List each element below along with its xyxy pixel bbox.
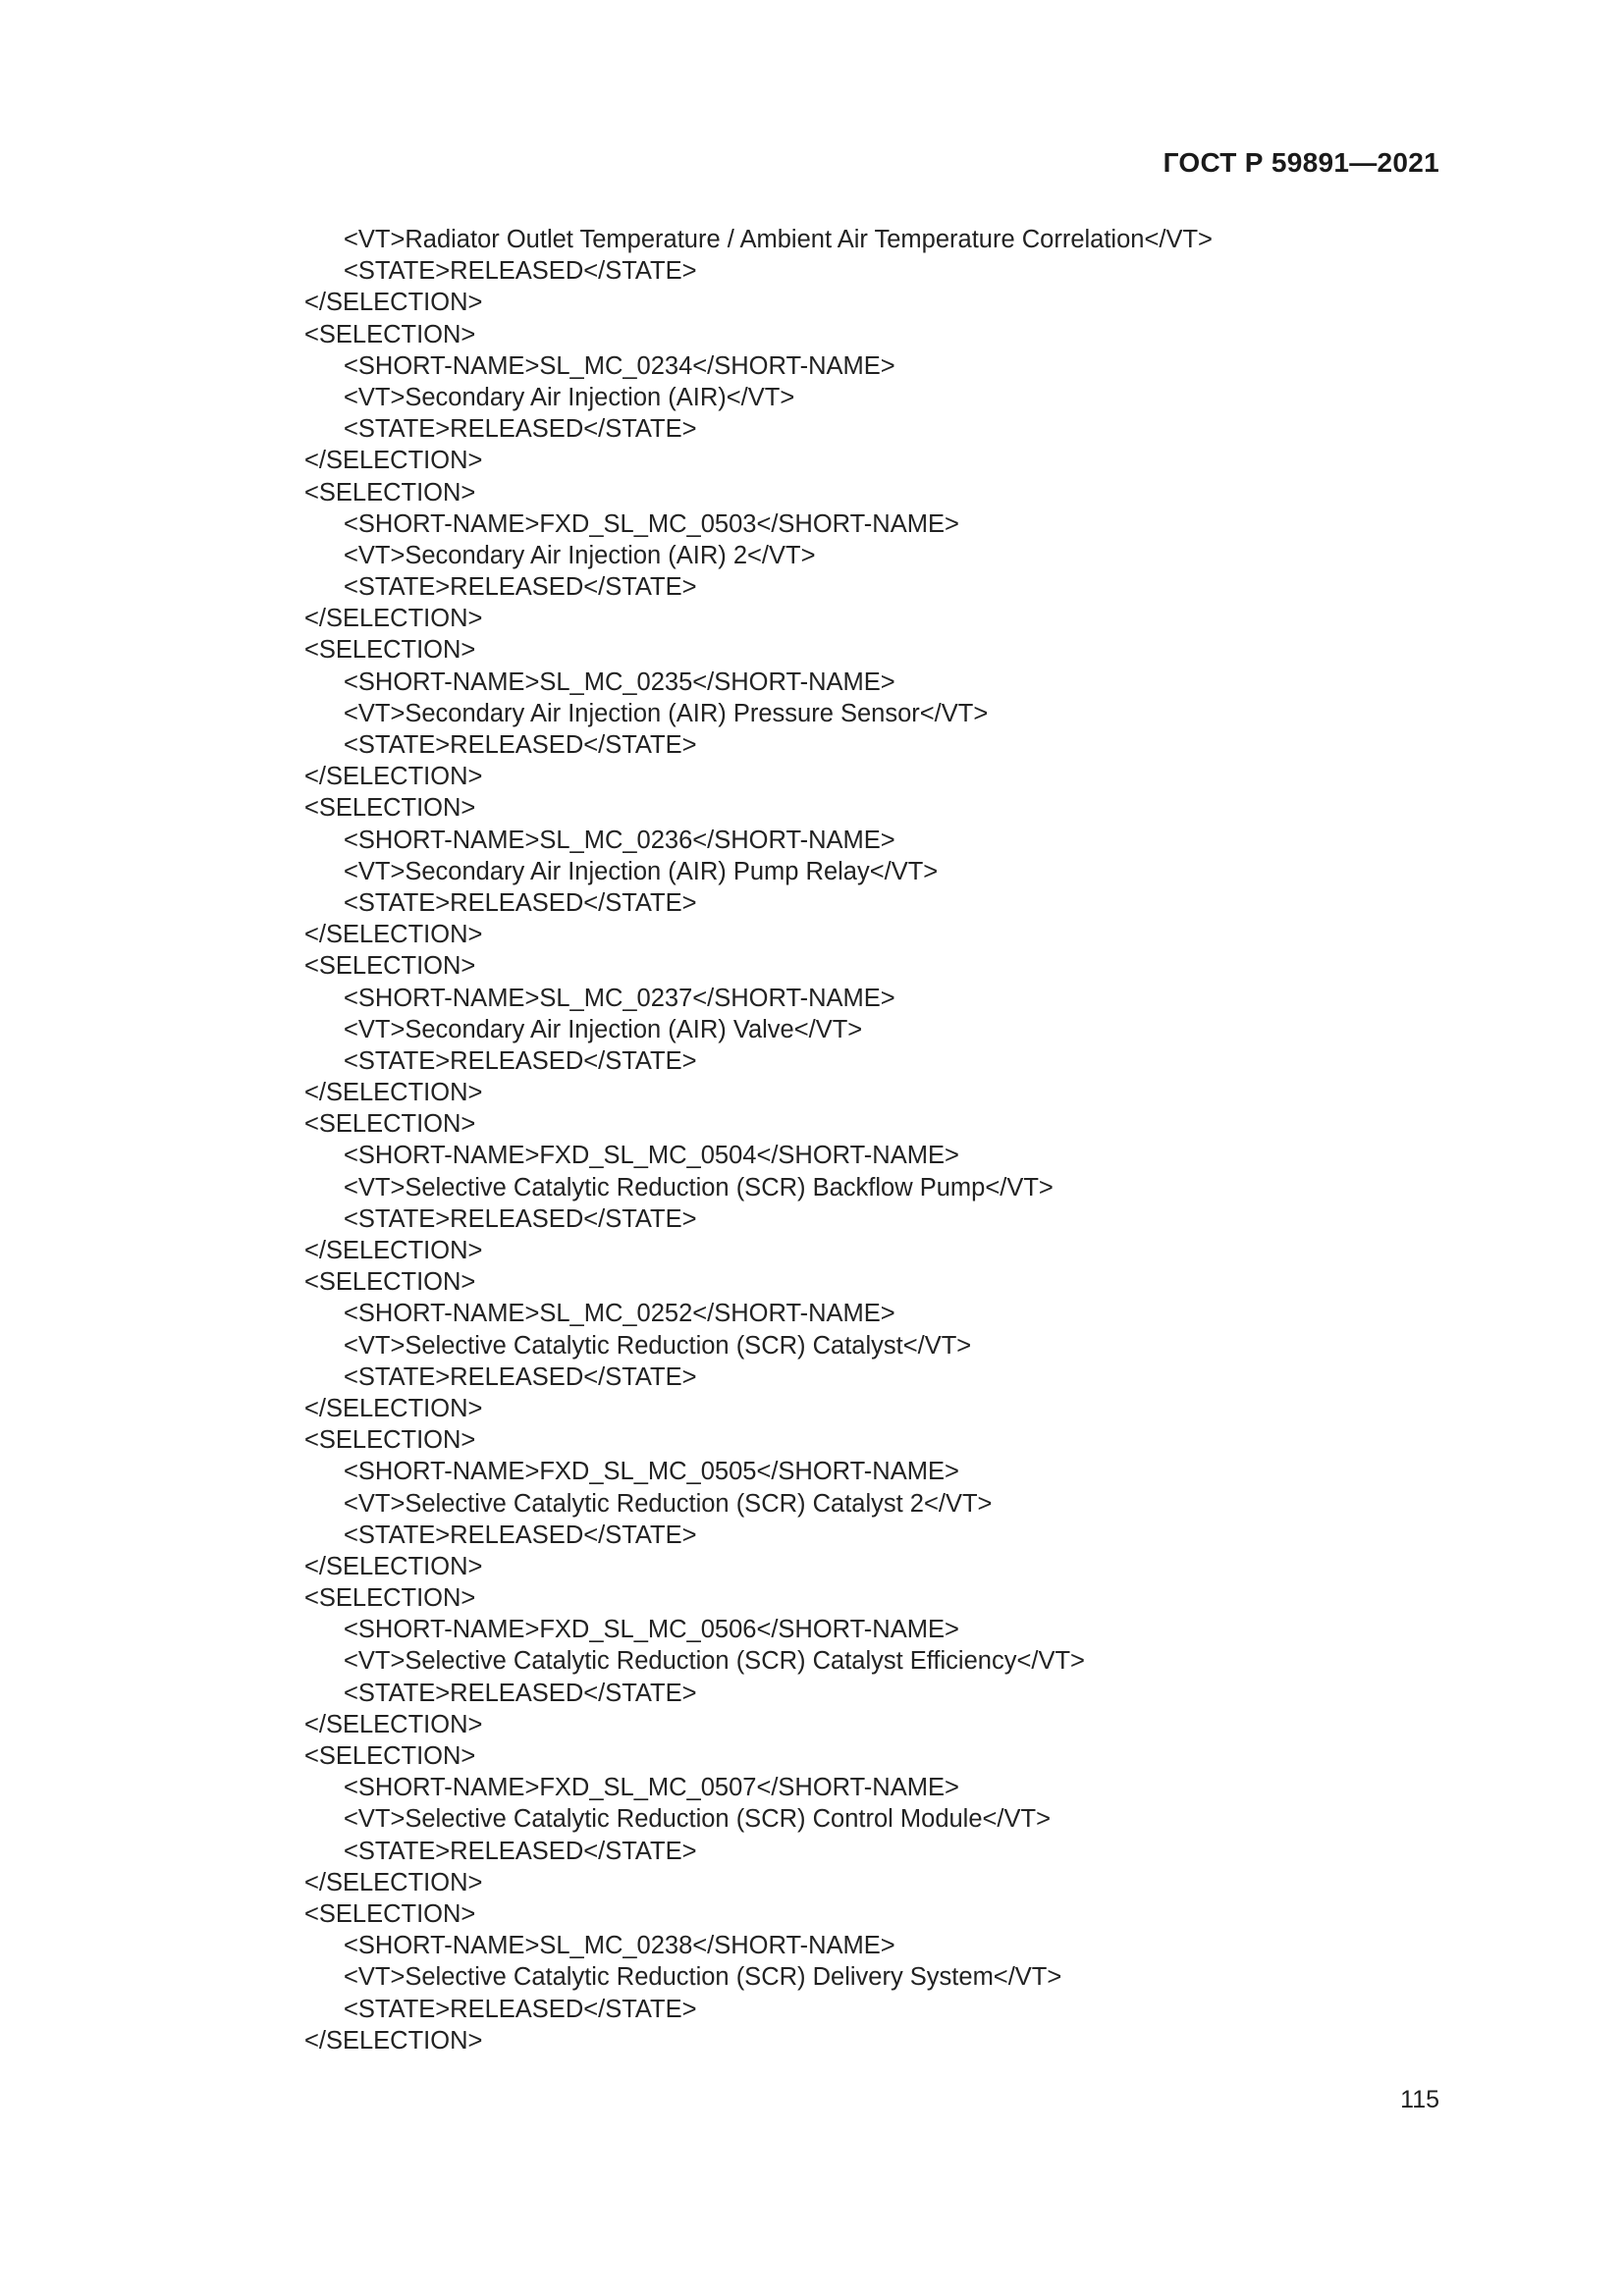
code-line: <SELECTION> [304,794,476,823]
code-line: <VT>Selective Catalytic Reduction (SCR) Catalyst</VT> [344,1331,972,1360]
code-line: <STATE>RELEASED</STATE> [344,888,697,917]
code-line: <STATE>RELEASED</STATE> [344,573,697,602]
code-line: <SELECTION> [304,478,476,507]
code-line: <SELECTION> [304,1742,476,1770]
code-line: <STATE>RELEASED</STATE> [344,1046,697,1075]
code-line: </SELECTION> [304,605,483,633]
code-line: <VT>Selective Catalytic Reduction (SCR) Catalyst 2</VT> [344,1489,993,1518]
code-line: <SELECTION> [304,952,476,981]
code-line: <SELECTION> [304,1426,476,1455]
code-line: </SELECTION> [304,2026,483,2055]
code-line: <SELECTION> [304,320,476,348]
code-line: <SHORT-NAME>SL_MC_0237</SHORT-NAME> [344,984,895,1012]
code-line: <SHORT-NAME>SL_MC_0235</SHORT-NAME> [344,667,895,696]
code-line: <STATE>RELEASED</STATE> [344,1837,697,1865]
document-code-header: ГОСТ Р 59891—2021 [1163,147,1439,178]
code-line: </SELECTION> [304,289,483,317]
code-line: <VT>Secondary Air Injection (AIR) Pump Relay</VT> [344,857,939,885]
code-line: </SELECTION> [304,921,483,949]
xml-listing [304,224,1483,2056]
code-line: <SHORT-NAME>FXD_SL_MC_0503</SHORT-NAME> [344,509,959,538]
code-line: <STATE>RELEASED</STATE> [344,415,697,444]
page-number: 115 [1400,2086,1439,2113]
code-line: <SELECTION> [304,1268,476,1297]
code-line: <STATE>RELEASED</STATE> [344,1679,697,1707]
code-line: </SELECTION> [304,763,483,791]
code-line: <SELECTION> [304,636,476,665]
code-line: <STATE>RELEASED</STATE> [344,1362,697,1391]
code-line: <STATE>RELEASED</STATE> [344,1995,697,2023]
code-line: <SHORT-NAME>SL_MC_0236</SHORT-NAME> [344,826,895,854]
code-line: <VT>Radiator Outlet Temperature / Ambient Air Temperature Correlation</VT> [344,226,1213,253]
code-line: </SELECTION> [304,447,483,475]
code-line: <VT>Secondary Air Injection (AIR)</VT> [344,383,795,411]
code-line: <STATE>RELEASED</STATE> [344,731,697,759]
code-line: <SELECTION> [304,1899,476,1928]
code-line: <SHORT-NAME>SL_MC_0252</SHORT-NAME> [344,1300,895,1328]
code-line: <STATE>RELEASED</STATE> [344,1521,697,1549]
code-line: <VT>Selective Catalytic Reduction (SCR) Backflow Pump</VT> [344,1173,1054,1201]
code-line: <SELECTION> [304,1110,476,1139]
code-line: <VT>Secondary Air Injection (AIR) Valve</VT> [344,1015,863,1043]
code-line: <SHORT-NAME>SL_MC_0234</SHORT-NAME> [344,351,895,380]
code-line: <VT>Selective Catalytic Reduction (SCR) Delivery System</VT> [344,1963,1062,1992]
code-line: </SELECTION> [304,1079,483,1107]
code-line: <VT>Secondary Air Injection (AIR) 2</VT> [344,541,816,569]
code-line: <STATE>RELEASED</STATE> [344,1204,697,1233]
code-line: <STATE>RELEASED</STATE> [344,257,697,286]
code-line: <VT>Selective Catalytic Reduction (SCR) Control Module</VT> [344,1805,1051,1834]
code-line: </SELECTION> [304,1552,483,1580]
code-line: <SHORT-NAME>FXD_SL_MC_0507</SHORT-NAME> [344,1774,959,1802]
code-line: <SHORT-NAME>FXD_SL_MC_0504</SHORT-NAME> [344,1142,959,1170]
code-line: <SHORT-NAME>FXD_SL_MC_0506</SHORT-NAME> [344,1616,959,1644]
code-line: </SELECTION> [304,1394,483,1422]
code-line: <SHORT-NAME>FXD_SL_MC_0505</SHORT-NAME> [344,1458,959,1486]
code-line: </SELECTION> [304,1710,483,1738]
code-line: <VT>Selective Catalytic Reduction (SCR) Catalyst Efficiency</VT> [344,1647,1085,1676]
code-line: <SELECTION> [304,1584,476,1613]
code-line: </SELECTION> [304,1868,483,1896]
code-line: <SHORT-NAME>SL_MC_0238</SHORT-NAME> [344,1932,895,1960]
code-line: </SELECTION> [304,1237,483,1264]
code-line: <VT>Secondary Air Injection (AIR) Pressure Sensor</VT> [344,699,989,727]
